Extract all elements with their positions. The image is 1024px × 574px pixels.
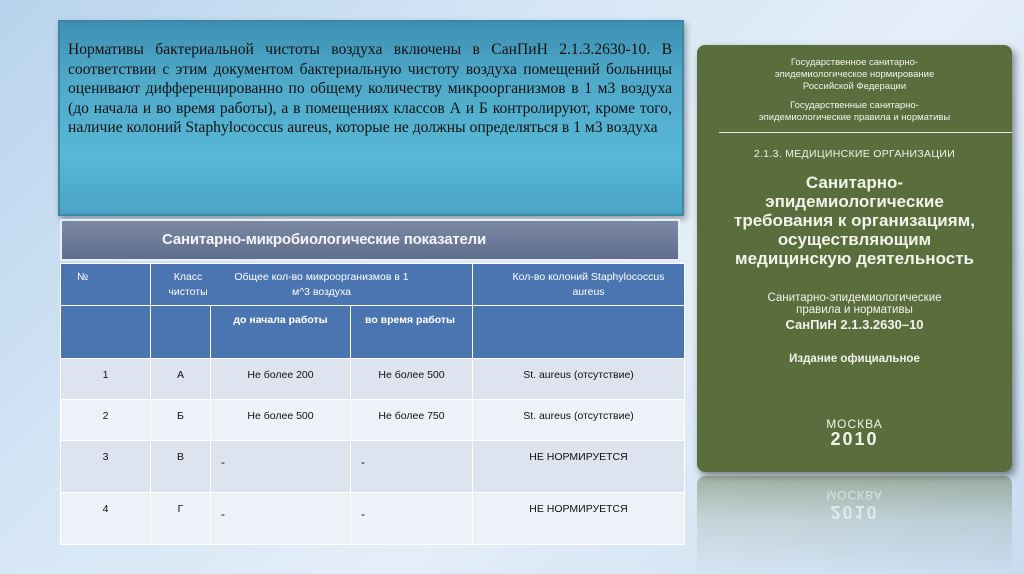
row-during: Не более 750 bbox=[351, 400, 473, 441]
row-class: Б bbox=[151, 400, 211, 441]
row-num: 3 bbox=[61, 441, 151, 493]
row-colonies: St. aureus (отсутствие) bbox=[473, 359, 685, 400]
book-header-1: Государственное санитарно-эпидемиологическое нормирование Российской Федерации bbox=[774, 57, 935, 92]
header-num: № bbox=[61, 264, 151, 306]
book-code: СанПиН 2.1.3.2630–10 bbox=[785, 317, 924, 332]
book-reflection bbox=[697, 476, 1012, 574]
header-colonies: Кол-во колоний Staphylococcus aureus bbox=[473, 264, 685, 306]
table-header-row bbox=[61, 264, 685, 306]
header-during: во время работы bbox=[351, 306, 473, 359]
row-class: В bbox=[151, 441, 211, 493]
row-during: - bbox=[351, 493, 473, 545]
header-total: Общее кол-во микроорганизмов в 1 м^3 воздуха bbox=[211, 264, 473, 306]
row-colonies: НЕ НОРМИРУЕТСЯ bbox=[473, 441, 685, 493]
book-city: МОСКВА bbox=[826, 417, 883, 431]
row-before: - bbox=[211, 441, 351, 493]
row-during: Не более 500 bbox=[351, 359, 473, 400]
table-row bbox=[61, 441, 685, 493]
microbiology-table bbox=[60, 263, 685, 545]
sanpin-book-cover bbox=[697, 45, 1012, 472]
row-colonies: НЕ НОРМИРУЕТСЯ bbox=[473, 493, 685, 545]
table-title-bar bbox=[60, 219, 680, 261]
book-edition: Издание официальное bbox=[789, 353, 920, 365]
row-num: 1 bbox=[61, 359, 151, 400]
table-title: Санитарно-микробиологические показатели bbox=[162, 231, 487, 248]
row-colonies: St. aureus (отсутствие) bbox=[473, 400, 685, 441]
book-divider bbox=[719, 132, 1012, 133]
book-subtitle: Санитарно-эпидемиологические правила и нормативы bbox=[767, 292, 942, 316]
row-num: 4 bbox=[61, 493, 151, 545]
row-before: Не более 200 bbox=[211, 359, 351, 400]
table-row bbox=[61, 400, 685, 441]
row-class: А bbox=[151, 359, 211, 400]
reflection-year: 2010 bbox=[830, 502, 879, 522]
row-during: - bbox=[351, 441, 473, 493]
row-before: - bbox=[211, 493, 351, 545]
reflection-city: МОСКВА bbox=[826, 488, 883, 502]
book-year: 2010 bbox=[830, 429, 879, 449]
table-row bbox=[61, 493, 685, 545]
book-title: Санитарно-эпидемиологические требования к организациям, осуществляющим медицинскую деятельность bbox=[734, 173, 975, 268]
header-before: до начала работы bbox=[211, 306, 351, 359]
intro-text-box bbox=[58, 20, 684, 216]
row-class: Г bbox=[151, 493, 211, 545]
row-num: 2 bbox=[61, 400, 151, 441]
book-section: 2.1.3. МЕДИЦИНСКИЕ ОРГАНИЗАЦИИ bbox=[753, 148, 956, 160]
intro-text: Нормативы бактериальной чистоты воздуха включены в СанПиН 2.1.3.2630-10. В соответствии с этим документом бактериальную чистоту воздуха помещений больницы оценивают дифференцированно по общему количеству микроорганизмов в 1 м3 воздуха (до начала и во время работы), а в помещениях классов А и Б контролируют, кроме того, наличие колоний Staphylococcus aureus, которые не должны определяться в 1 м3 воздуха bbox=[68, 41, 672, 136]
book-header-2: Государственные санитарно-эпидемиологические правила и нормативы bbox=[758, 100, 951, 123]
table-subheader-row bbox=[61, 306, 685, 359]
row-before: Не более 500 bbox=[211, 400, 351, 441]
table-row bbox=[61, 359, 685, 400]
header-class: Класс чистоты bbox=[151, 264, 211, 306]
